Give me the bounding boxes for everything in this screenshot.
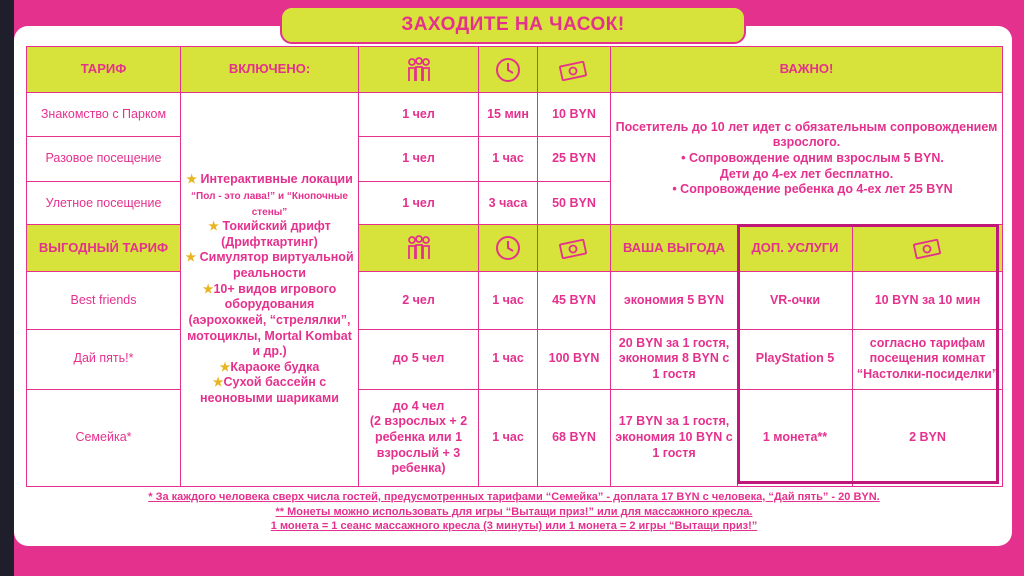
included-list [181,93,359,487]
profit-tariff-name: Best friends [27,272,181,329]
extra-service-price: 2 BYN [853,389,1003,486]
money-icon [559,59,589,81]
tariff-time: 3 часа [479,182,538,225]
star-icon: ★ [212,375,224,390]
header-price-cell-2 [538,225,611,272]
header-time-cell-2 [479,225,538,272]
tariff-price: 50 BYN [538,182,611,225]
clock-icon [495,235,521,261]
star-icon: ★ [208,219,219,234]
header-extra-price-cell [853,225,1003,272]
star-icon: ★ [219,359,231,374]
header-extra-services: ДОП. УСЛУГИ [738,225,853,272]
tariff-price: 25 BYN [538,137,611,182]
included-item: 10+ видов игрового оборудования (аэрохоккей, “стрелялки”, мотоциклы, Mortal Kombat и др.) [187,281,352,359]
extra-service-price: 10 BYN за 10 мин [853,272,1003,329]
tariff-people: 1 чел [359,137,479,182]
profit-tariff-name: Семейка* [27,389,181,486]
important-line: Посетитель до 10 лет идет с обязательным сопровождением взрослого. [615,119,998,150]
extra-service-name: VR-очки [738,272,853,329]
people-icon [405,235,433,261]
header-your-benefit: ВАША ВЫГОДА [611,225,738,272]
profit-time: 1 час [479,329,538,389]
included-item: Интерактивные локации [200,172,353,187]
header-important: ВАЖНО! [611,47,1003,93]
tariff-table-wrap [26,46,1002,487]
tariff-table [26,46,1003,487]
tariff-name: Улетное посещение [27,182,181,225]
star-icon: ★ [185,250,197,265]
money-icon [913,237,943,259]
tariff-name: Знакомство с Парком [27,93,181,137]
profit-price: 100 BYN [538,329,611,389]
profit-benefit: 17 BYN за 1 гостя, экономия 10 BYN с 1 гостя [611,389,738,486]
profit-people-sub: (2 взрослых + 2 ребенка или 1 взрослый + 3 ребенка) [369,414,468,476]
footnote: * За каждого человека сверх числа гостей, предусмотренных тарифами “Семейка” - доплата 17 BYN с человека, “Дай пять” - 20 BYN. [148,491,880,503]
extra-service-name: PlayStation 5 [738,329,853,389]
tariff-people: 1 чел [359,182,479,225]
left-dark-strip [0,0,14,576]
important-notes [611,93,1003,225]
header-time-cell [479,47,538,93]
profit-time: 1 час [479,272,538,329]
important-bullet: • Сопровождение ребенка до 4-ех лет 25 BYN [672,182,953,197]
tariff-name: Разовое посещение [27,137,181,182]
profit-price: 68 BYN [538,389,611,486]
clock-icon [495,57,521,83]
people-icon [405,57,433,83]
star-icon: ★ [186,172,197,187]
page-title: ЗАХОДИТЕ НА ЧАСОК! [280,6,746,44]
important-bullet: • Сопровождение одним взрослым 5 BYN. [681,150,944,165]
profit-people: до 5 чел [359,329,479,389]
header-price-cell [538,47,611,93]
extra-service-name: 1 монета** [738,389,853,486]
header-included: ВКЛЮЧЕНО: [181,47,359,93]
tariff-time: 15 мин [479,93,538,137]
included-item: Сухой бассейн с неоновыми шариками [200,375,339,406]
footnote: 1 монета = 1 сеанс массажного кресла (3 минуты) или 1 монета = 2 игры “Вытащи приз!” [270,520,758,533]
included-item: Караоке будка [230,359,320,374]
header-tariff: ТАРИФ [27,47,181,93]
important-line: Дети до 4-ех лет бесплатно. [719,166,894,181]
footnote: ** Монеты можно использовать для игры “Вытащи приз!” или для массажного кресла. [275,505,753,518]
included-item-sub: “Пол - это лава!” и “Кнопочные стены” [191,190,348,218]
profit-people-cell [359,389,479,486]
profit-benefit: экономия 5 BYN [611,272,738,329]
profit-people: 2 чел [359,272,479,329]
star-icon: ★ [202,281,214,296]
profit-benefit: 20 BYN за 1 гостя, экономия 8 BYN с 1 гостя [611,329,738,389]
header-people-cell [359,47,479,93]
header-profit-tariff: ВЫГОДНЫЙ ТАРИФ [27,225,181,272]
profit-tariff-name: Дай пять!* [27,329,181,389]
profit-people: до 4 чел [392,398,445,413]
tariff-price: 10 BYN [538,93,611,137]
header-people-cell-2 [359,225,479,272]
included-item: Токийский дрифт (Дрифткартинг) [221,219,331,249]
money-icon [559,237,589,259]
included-item: Симулятор виртуальной реальности [199,250,354,281]
extra-service-price: согласно тарифам посещения комнат “Настолки-посиделки” [853,329,1003,389]
tariff-time: 1 час [479,137,538,182]
profit-time: 1 час [479,389,538,486]
profit-price: 45 BYN [538,272,611,329]
tariff-people: 1 чел [359,93,479,137]
footnotes [26,490,1002,534]
